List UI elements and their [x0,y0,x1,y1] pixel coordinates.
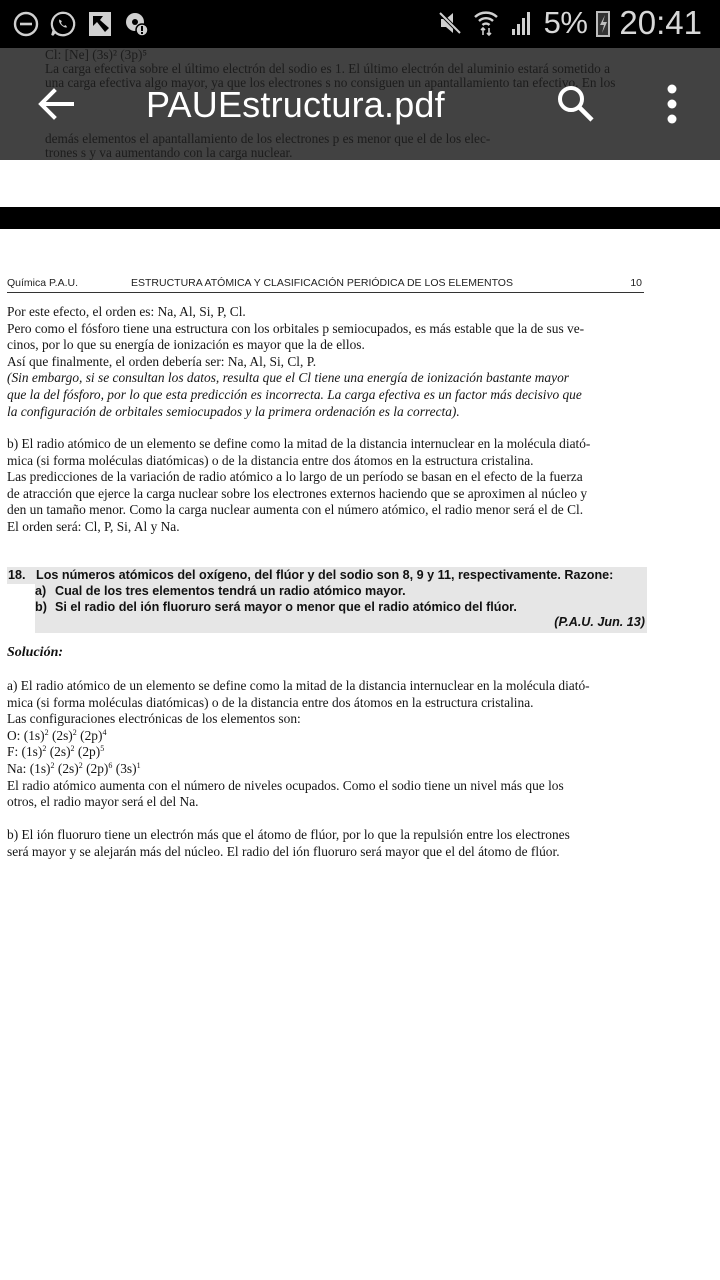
text-line: cinos, por lo que su energía de ionización es mayor que la de ellos. [7,337,365,353]
more-vert-icon [655,82,689,126]
text-line: será mayor y se alejarán más del núcleo. El radio del ión fluoruro será mayor que el del átomo de flúor. [7,843,560,859]
electron-config-line [7,728,652,745]
paragraph-ionization-order [7,304,652,420]
text-line: Por este efecto, el orden es: Na, Al, Si, P, Cl. [7,304,246,319]
question-source: (P.A.U. Jun. 13) [554,615,645,629]
text-line: El radio atómico aumenta con el número de niveles ocupados. Como el sodio tiene un nivel más que los [7,777,564,793]
text-line: El orden será: Cl, P, Si, Al y Na. [7,518,180,534]
pdf-page [0,229,720,1280]
element-symbol: O: [7,727,24,743]
question-item-label: b) [35,599,47,614]
orbital-occupancy: 2 [42,744,47,754]
running-head-chapter: ESTRUCTURA ATÓMICA Y CLASIFICACIÓN PERIÓDICA DE LOS ELEMENTOS [131,277,513,289]
element-symbol: Na: [7,760,30,776]
text-line: otros, el radio mayor será el del Na. [7,794,199,810]
app-alert-icon [123,8,151,40]
question-item-text: Cual de los tres elementos tendrá un radio atómico mayor. [55,584,406,598]
arrow-left-icon [34,82,78,126]
search-icon [553,81,601,129]
text-line: (Sin embargo, si se consultan los datos, resulta que el Cl tiene una energía de ionización bastante mayor [7,370,569,386]
text-line: Pero como el fósforo tiene una estructura con los orbitales p semiocupados, es más estable que la de sus ve- [7,320,585,336]
previous-page-line: La carga efectiva sobre el último electrón del sodio es 1. El último electrón del aluminio estará sometido a [45,61,611,76]
text-line: b) El ión fluoruro tiene un electrón más que el átomo de flúor, por lo que la repulsión entre los electrones [7,827,570,843]
image-notification-icon [86,8,114,40]
text-line: mica (si forma moléculas diatómicas) o de la distancia entre dos átomos en la estructura cristalina. [7,694,534,710]
question-number: 18. [8,568,26,582]
page-number: 10 [630,277,642,289]
text-line: Así que finalmente, el orden debería ser: Na, Al, Si, Cl, P. [7,353,317,369]
running-head-subject: Química P.A.U. [7,277,78,289]
orbital-occupancy: 2 [44,727,49,737]
previous-page-line: demás elementos el apantallamiento de los electrones p es menor que el de los elec- [45,131,491,146]
orbital-occupancy: 2 [70,744,75,754]
mute-icon [436,7,464,39]
orbital-occupancy: 5 [100,744,105,754]
search-button[interactable] [553,81,601,129]
page-bottom-margin [0,160,720,207]
previous-page-line: trones s y va aumentando con la carga nuclear. [45,145,293,160]
question-statement [7,567,647,584]
solution-a [7,678,652,861]
solution-heading: Solución: [7,645,64,660]
orbital-occupancy: 6 [108,760,113,770]
question-item [35,600,647,616]
orbital-occupancy: 1 [136,760,141,770]
app-toolbar [0,48,720,160]
orbital: (2s) [49,744,71,760]
question-item [35,584,647,600]
do-not-disturb-icon [12,8,40,40]
battery-percent: 5% [543,5,588,40]
signal-icon [508,7,536,39]
orbital-occupancy: 4 [102,727,107,737]
orbital: (1s) [23,727,45,743]
orbital: (1s) [29,760,51,776]
status-bar [0,0,720,48]
more-options-button[interactable] [655,82,689,126]
orbital: (2s) [57,760,79,776]
text-line: la configuración de orbitales semiocupados y la primera ordenación es la correcta). [7,403,460,419]
orbital: (2s) [51,727,73,743]
wifi-icon [472,7,500,39]
question-item-label: a) [35,584,47,598]
orbital: (1s) [21,744,43,760]
running-head [7,275,644,293]
orbital: (2p) [86,760,109,776]
text-line: den un tamaño menor. Como la carga nuclear aumenta con el número atómico, el radio menor será el de Cl. [7,502,584,518]
electron-configurations [7,728,652,778]
text-line: de atracción que ejerce la carga nuclear sobre los electrones externos haciendo que se aproximen al núcleo y [7,485,588,501]
page-separator [0,207,720,229]
orbital-occupancy: 2 [72,727,77,737]
orbital: (2p) [80,727,103,743]
text-line: b) El radio atómico de un elemento se define como la mitad de la distancia internuclear en la molécula diató- [7,436,591,451]
electron-config-line [7,744,652,761]
previous-page-line: Cl: [Ne] (3s)² (3p)⁵ [45,48,148,62]
whatsapp-icon [49,8,77,40]
paragraph-atomic-radius [7,436,652,536]
question-item-text: Si el radio del ión fluoruro será mayor o menor que el radio atómico del flúor. [55,599,517,614]
orbital: (3s) [115,760,137,776]
element-symbol: F: [7,744,22,760]
text-line: que la del fósforo, por lo que esta predicción es incorrecta. La carga efectiva es un factor más decisivo que [7,386,582,402]
text-line: Las predicciones de la variación de radio atómico a lo largo de un período se basan en el efecto de la fuerza [7,469,583,485]
battery-charging-icon [595,7,611,39]
orbital: (2p) [77,744,101,760]
previous-page-line: una carga efectiva algo mayor, ya que los electrones s no consiguen un apantallamiento tan efectivo. En los [45,75,616,90]
electron-config-line [7,761,652,778]
text-line: Las configuraciones electrónicas de los elementos son: [7,711,301,727]
text-line: a) El radio atómico de un elemento se define como la mitad de la distancia internuclear en la molécula diató- [7,678,590,693]
orbital-occupancy: 2 [78,760,83,770]
clock: 20:41 [619,4,702,41]
question-text: Los números atómicos del oxígeno, del flúor y del sodio son 8, 9 y 11, respectivamente. Razone: [36,568,614,582]
back-button[interactable] [34,82,78,126]
text-line: mica (si forma moléculas diatómicas) o de la distancia entre dos átomos en la estructura cristalina. [7,452,534,468]
document-title: PAUEstructura.pdf [146,84,445,125]
question-box [7,567,647,633]
orbital-occupancy: 2 [50,760,55,770]
